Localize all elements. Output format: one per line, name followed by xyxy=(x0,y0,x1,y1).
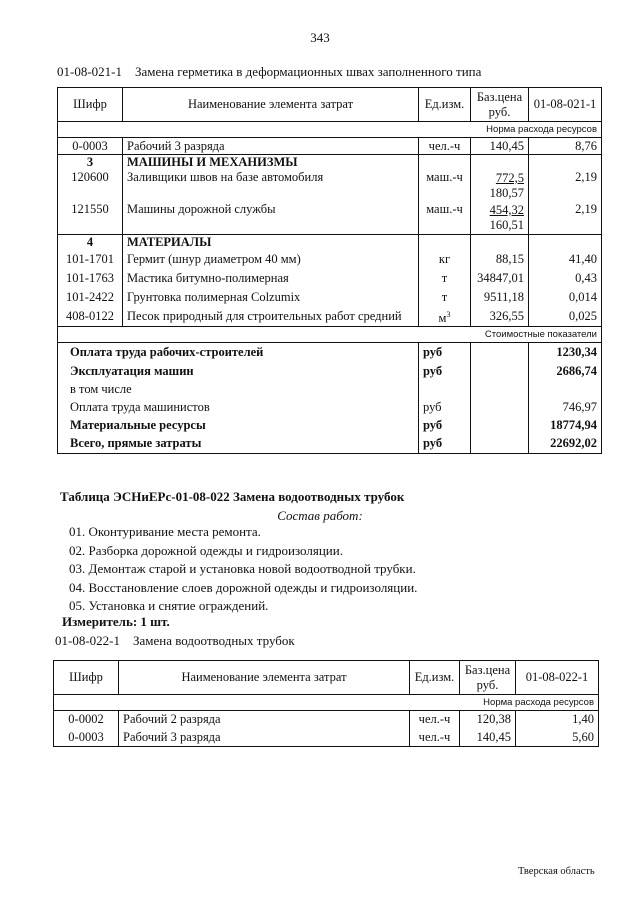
total-label: Оплата труда рабочих-строителей xyxy=(58,343,419,363)
row-value: 5,60 xyxy=(516,729,599,747)
row-price: 9511,18 xyxy=(471,288,529,307)
table-row xyxy=(58,269,602,288)
work-steps-list xyxy=(69,523,417,616)
row-price-main: 772,5 xyxy=(495,171,524,185)
row-name: Рабочий 2 разряда xyxy=(119,711,410,729)
section1-heading xyxy=(57,64,481,80)
norm-label-row xyxy=(58,122,602,138)
row-value: 2,19 xyxy=(529,170,602,202)
row-unit: чел.-ч xyxy=(419,138,471,155)
total-label: в том числе xyxy=(58,381,419,398)
header-price-line1: Баз.цена xyxy=(476,89,523,104)
row-unit: т xyxy=(419,288,471,307)
section1-code: 01-08-021-1 xyxy=(57,64,122,79)
total-row xyxy=(58,363,602,381)
row-code: 0-0003 xyxy=(54,729,119,747)
resource-table-1 xyxy=(57,87,602,454)
section2-title: Замена водоотводных трубок xyxy=(133,633,295,648)
row-value: 2,19 xyxy=(529,202,602,234)
cost-label: Стоимостные показатели xyxy=(58,327,602,343)
total-row xyxy=(58,435,602,454)
row-unit: маш.-ч xyxy=(419,202,471,234)
work-step: 01. Оконтуривание места ремонта. xyxy=(69,524,261,539)
total-label: Материальные ресурсы xyxy=(58,417,419,435)
row-unit: маш.-ч xyxy=(419,170,471,202)
resource-table-2 xyxy=(53,660,599,747)
row-price-second: 160,51 xyxy=(489,217,524,232)
row-name: Мастика битумно-полимерная xyxy=(123,269,419,288)
work-step: 02. Разборка дорожной одежды и гидроизоляции. xyxy=(69,542,343,558)
norm-label: Норма расхода ресурсов xyxy=(58,122,602,138)
page-number: 343 xyxy=(310,30,330,45)
header-price xyxy=(471,88,529,122)
row-code: 120600 xyxy=(58,170,123,202)
header-unit: Ед.изм. xyxy=(410,661,460,695)
table-header-row xyxy=(58,88,602,122)
total-unit: руб xyxy=(419,363,471,381)
total-value: 22692,02 xyxy=(529,435,602,454)
row-price-main: 454,32 xyxy=(489,202,524,217)
row-unit xyxy=(419,307,471,327)
header-norm-code: 01-08-022-1 xyxy=(516,661,599,695)
section2-heading xyxy=(55,633,295,649)
total-unit: руб xyxy=(419,417,471,435)
header-code: Шифр xyxy=(58,88,123,122)
table-row xyxy=(58,170,602,202)
section1-title: Замена герметика в деформационных швах заполненного типа xyxy=(135,64,482,79)
row-code: 0-0002 xyxy=(54,711,119,729)
row-name: Грунтовка полимерная Colzumix xyxy=(123,288,419,307)
meter-label: Измеритель: 1 шт. xyxy=(62,614,170,629)
row-code: 101-2422 xyxy=(58,288,123,307)
header-name: Наименование элемента затрат xyxy=(119,661,410,695)
header-name: Наименование элемента затрат xyxy=(123,88,419,122)
table-row xyxy=(54,711,599,729)
row-price: 140,45 xyxy=(460,729,516,747)
total-label: Эксплуатация машин xyxy=(58,363,419,381)
total-value: 746,97 xyxy=(529,398,602,417)
header-price xyxy=(460,661,516,695)
total-unit: руб xyxy=(419,398,471,417)
row-value: 0,014 xyxy=(529,288,602,307)
norm-label-row xyxy=(54,695,599,711)
row-price-second: 180,57 xyxy=(489,186,524,200)
table-row xyxy=(54,729,599,747)
total-row xyxy=(58,398,602,417)
row-price: 34847,01 xyxy=(471,269,529,288)
norm-label: Норма расхода ресурсов xyxy=(54,695,599,711)
row-price: 120,38 xyxy=(460,711,516,729)
table-row xyxy=(58,138,602,155)
row-name: Машины дорожной службы xyxy=(123,202,419,234)
row-name: Гермит (шнур диаметром 40 мм) xyxy=(123,250,419,269)
total-unit: руб xyxy=(419,435,471,454)
table-row xyxy=(58,250,602,269)
section2-table-title: Таблица ЭСНиЕРс-01-08-022 Замена водоотводных трубок xyxy=(60,489,405,504)
header-unit: Ед.изм. xyxy=(419,88,471,122)
table-row xyxy=(58,202,602,234)
row-value: 1,40 xyxy=(516,711,599,729)
group-title: МАТЕРИАЛЫ xyxy=(123,234,419,250)
total-value: 1230,34 xyxy=(529,343,602,363)
row-price xyxy=(471,170,529,202)
cost-label-row xyxy=(58,327,602,343)
row-value: 8,76 xyxy=(529,138,602,155)
work-step: 03. Демонтаж старой и установка новой водоотводной трубки. xyxy=(69,561,416,577)
header-code: Шифр xyxy=(54,661,119,695)
work-step: 05. Установка и снятие ограждений. xyxy=(69,598,269,614)
row-name: Песок природный для строительных работ средний xyxy=(123,307,419,327)
group-number: 4 xyxy=(58,234,123,250)
row-value: 0,43 xyxy=(529,269,602,288)
row-code: 121550 xyxy=(58,202,123,234)
row-name: Заливщики швов на базе автомобиля xyxy=(123,170,419,202)
group-row xyxy=(58,234,602,250)
row-unit: чел.-ч xyxy=(410,729,460,747)
unit-text: м xyxy=(438,311,447,326)
header-price-line2: руб. xyxy=(476,677,499,692)
section2-code: 01-08-022-1 xyxy=(55,633,120,648)
header-norm-code: 01-08-021-1 xyxy=(529,88,602,122)
row-code: 101-1763 xyxy=(58,269,123,288)
row-unit: т xyxy=(419,269,471,288)
header-price-line2: руб. xyxy=(488,104,511,119)
row-name: Рабочий 3 разряда xyxy=(119,729,410,747)
row-code: 101-1701 xyxy=(58,250,123,269)
row-value: 0,025 xyxy=(529,307,602,327)
work-step: 04. Восстановление слоев дорожной одежды и гидроизоляции. xyxy=(69,579,418,595)
row-price: 88,15 xyxy=(471,250,529,269)
unit-sup: 3 xyxy=(446,310,451,319)
total-label: Оплата труда машинистов xyxy=(58,398,419,417)
group-number: 3 xyxy=(58,155,123,171)
row-unit: чел.-ч xyxy=(410,711,460,729)
row-price: 140,45 xyxy=(471,138,529,155)
row-code: 408-0122 xyxy=(58,307,123,327)
header-price-line1: Баз.цена xyxy=(464,662,511,677)
total-value: 2686,74 xyxy=(529,363,602,381)
row-price: 326,55 xyxy=(471,307,529,327)
group-row xyxy=(58,155,602,171)
footer-region: Тверская область xyxy=(518,866,595,877)
total-unit: руб xyxy=(419,343,471,363)
total-row xyxy=(58,381,602,398)
row-price xyxy=(471,202,529,234)
total-row xyxy=(58,343,602,363)
total-value: 18774,94 xyxy=(529,417,602,435)
row-unit: кг xyxy=(419,250,471,269)
group-title: МАШИНЫ И МЕХАНИЗМЫ xyxy=(123,155,419,171)
row-value: 41,40 xyxy=(529,250,602,269)
total-row xyxy=(58,417,602,435)
total-label: Всего, прямые затраты xyxy=(58,435,419,454)
table-row xyxy=(58,288,602,307)
row-name: Рабочий 3 разряда xyxy=(123,138,419,155)
composition-label: Состав работ: xyxy=(277,508,363,523)
table-header-row xyxy=(54,661,599,695)
table-row xyxy=(58,307,602,327)
row-code: 0-0003 xyxy=(58,138,123,155)
